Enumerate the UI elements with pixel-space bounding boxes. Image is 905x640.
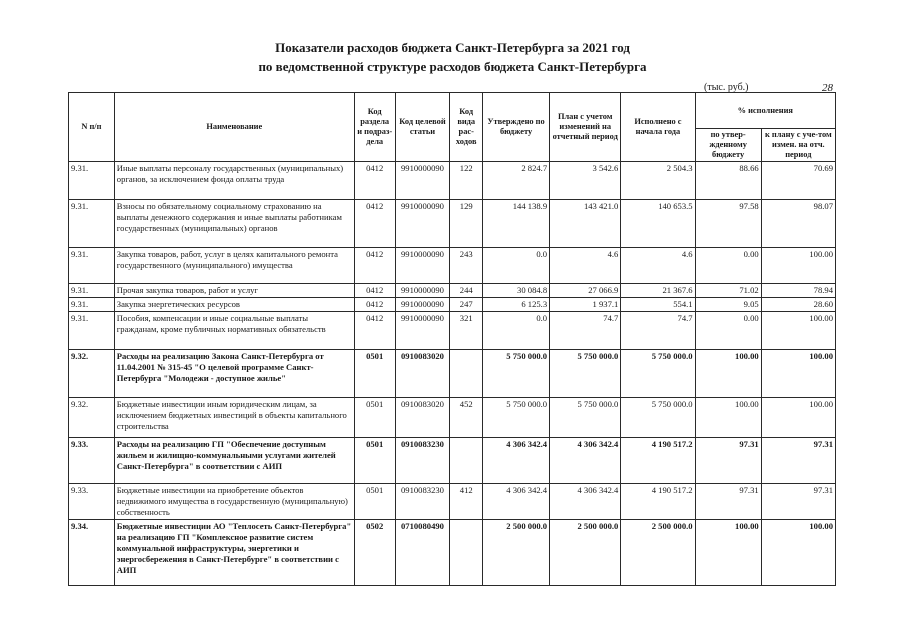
row-approved: 5 750 000.0 — [482, 350, 549, 398]
row-pct-plan: 100.00 — [761, 350, 835, 398]
row-executed: 4 190 517.2 — [621, 484, 695, 520]
row-approved: 0.0 — [482, 248, 549, 284]
row-plan: 5 750 000.0 — [550, 398, 621, 438]
document-title-line1: Показатели расходов бюджета Санкт-Петербурга за 2021 год — [275, 40, 630, 55]
row-executed: 5 750 000.0 — [621, 350, 695, 398]
table-row — [69, 248, 836, 284]
row-pct-approved: 9.05 — [695, 298, 761, 312]
row-num: 9.31. — [69, 248, 115, 284]
row-code-item: 9910000090 — [395, 248, 450, 284]
row-num: 9.31. — [69, 312, 115, 350]
header-code-item: Код целевой статьи — [395, 93, 450, 162]
header-approved: Утверждено по бюджету — [482, 93, 549, 162]
row-code-section: 0501 — [354, 438, 395, 484]
row-code-section: 0501 — [354, 398, 395, 438]
row-code-type: 412 — [450, 484, 483, 520]
row-executed: 21 367.6 — [621, 284, 695, 298]
table-row — [69, 438, 836, 484]
document-title-line2: по ведомственной структуре расходов бюджета Санкт-Петербурга — [258, 59, 647, 74]
row-name: Закупка товаров, работ, услуг в целях капитального ремонта государственного (муниципального) имущества — [114, 248, 354, 284]
row-pct-plan: 100.00 — [761, 520, 835, 586]
row-plan: 2 500 000.0 — [550, 520, 621, 586]
row-num: 9.31. — [69, 284, 115, 298]
row-plan: 3 542.6 — [550, 162, 621, 200]
row-executed: 5 750 000.0 — [621, 398, 695, 438]
row-approved: 4 306 342.4 — [482, 484, 549, 520]
row-code-section: 0501 — [354, 484, 395, 520]
header-code-type: Код вида рас-ходов — [450, 93, 483, 162]
row-name: Прочая закупка товаров, работ и услуг — [114, 284, 354, 298]
row-executed: 2 500 000.0 — [621, 520, 695, 586]
row-num: 9.31. — [69, 162, 115, 200]
row-code-item: 0910083230 — [395, 438, 450, 484]
row-approved: 5 750 000.0 — [482, 398, 549, 438]
row-name: Пособия, компенсации и иные социальные выплаты гражданам, кроме публичных нормативных обязательств — [114, 312, 354, 350]
row-executed: 4 190 517.2 — [621, 438, 695, 484]
row-code-type — [450, 520, 483, 586]
row-code-type: 244 — [450, 284, 483, 298]
header-pct-approved: по утвер-жденному бюджету — [695, 129, 761, 162]
row-code-type: 247 — [450, 298, 483, 312]
row-pct-plan: 97.31 — [761, 484, 835, 520]
row-code-item: 9910000090 — [395, 162, 450, 200]
table-row — [69, 520, 836, 586]
row-name: Иные выплаты персоналу государственных (муниципальных) органов, за исключением фонда оплаты труда — [114, 162, 354, 200]
row-pct-approved: 97.31 — [695, 484, 761, 520]
table-row — [69, 200, 836, 248]
row-executed: 2 504.3 — [621, 162, 695, 200]
row-pct-approved: 97.31 — [695, 438, 761, 484]
row-code-section: 0412 — [354, 200, 395, 248]
row-executed: 74.7 — [621, 312, 695, 350]
row-code-item: 9910000090 — [395, 284, 450, 298]
table-row — [69, 162, 836, 200]
table-body — [69, 162, 836, 586]
row-code-section: 0412 — [354, 162, 395, 200]
row-code-section: 0412 — [354, 298, 395, 312]
row-pct-plan: 100.00 — [761, 248, 835, 284]
row-code-type: 452 — [450, 398, 483, 438]
row-code-item: 9910000090 — [395, 200, 450, 248]
row-approved: 30 084.8 — [482, 284, 549, 298]
table-row — [69, 484, 836, 520]
row-name: Расходы на реализацию ГП "Обеспечение доступным жильем и жилищно-коммунальными услугами жителей Санкт-Петербурга" в соответствии с АИП — [114, 438, 354, 484]
row-plan: 27 066.9 — [550, 284, 621, 298]
row-pct-plan: 70.69 — [761, 162, 835, 200]
row-code-type — [450, 350, 483, 398]
row-name: Бюджетные инвестиции АО "Теплосеть Санкт-Петербурга" на реализацию ГП "Комплексное развитие систем коммунальной инфраструктуры, энергетики и энергосбережения в Санкт-Петербурге" в соответствии с АИП — [114, 520, 354, 586]
row-code-item: 9910000090 — [395, 298, 450, 312]
row-code-type: 122 — [450, 162, 483, 200]
row-num: 9.34. — [69, 520, 115, 586]
row-plan: 143 421.0 — [550, 200, 621, 248]
row-executed: 140 653.5 — [621, 200, 695, 248]
row-pct-approved: 100.00 — [695, 520, 761, 586]
row-pct-approved: 0.00 — [695, 312, 761, 350]
row-executed: 554.1 — [621, 298, 695, 312]
row-code-type — [450, 438, 483, 484]
row-code-type: 129 — [450, 200, 483, 248]
row-num: 9.31. — [69, 200, 115, 248]
row-code-item: 0710080490 — [395, 520, 450, 586]
header-pct-group: % исполнения — [695, 93, 835, 129]
row-plan: 5 750 000.0 — [550, 350, 621, 398]
row-pct-plan: 97.31 — [761, 438, 835, 484]
row-num: 9.32. — [69, 350, 115, 398]
row-pct-approved: 100.00 — [695, 350, 761, 398]
header-num: N п/п — [69, 93, 115, 162]
unit-label: (тыс. руб.) — [704, 82, 749, 93]
expenses-table — [68, 92, 836, 586]
row-approved: 144 138.9 — [482, 200, 549, 248]
row-plan: 4.6 — [550, 248, 621, 284]
row-num: 9.32. — [69, 398, 115, 438]
row-pct-plan: 98.07 — [761, 200, 835, 248]
table-row — [69, 398, 836, 438]
header-pct-plan: к плану с уче-том измен. на отч. период — [761, 129, 835, 162]
row-code-section: 0501 — [354, 350, 395, 398]
row-code-type: 243 — [450, 248, 483, 284]
row-name: Расходы на реализацию Закона Санкт-Петербурга от 11.04.2001 № 315-45 "О целевой программе Санкт-Петербурга "Молодежи - доступное жилье" — [114, 350, 354, 398]
row-pct-plan: 78.94 — [761, 284, 835, 298]
row-approved: 4 306 342.4 — [482, 438, 549, 484]
row-code-section: 0502 — [354, 520, 395, 586]
row-plan: 4 306 342.4 — [550, 438, 621, 484]
row-code-type: 321 — [450, 312, 483, 350]
table-row — [69, 298, 836, 312]
row-plan: 74.7 — [550, 312, 621, 350]
row-approved: 2 500 000.0 — [482, 520, 549, 586]
header-code-section: Код раздела и подраз-дела — [354, 93, 395, 162]
row-pct-plan: 100.00 — [761, 398, 835, 438]
row-code-section: 0412 — [354, 312, 395, 350]
row-name: Взносы по обязательному социальному страхованию на выплаты денежного содержания и иные выплаты работникам государственных (муниципальных) органов — [114, 200, 354, 248]
header-plan: План с учетом изменений на отчетный период — [550, 93, 621, 162]
row-pct-approved: 0.00 — [695, 248, 761, 284]
row-num: 9.33. — [69, 438, 115, 484]
row-pct-plan: 100.00 — [761, 312, 835, 350]
row-executed: 4.6 — [621, 248, 695, 284]
row-pct-plan: 28.60 — [761, 298, 835, 312]
header-name: Наименование — [114, 93, 354, 162]
table-row — [69, 312, 836, 350]
row-code-section: 0412 — [354, 284, 395, 298]
row-pct-approved: 71.02 — [695, 284, 761, 298]
row-code-item: 0910083020 — [395, 398, 450, 438]
row-code-item: 9910000090 — [395, 312, 450, 350]
row-code-item: 0910083230 — [395, 484, 450, 520]
row-num: 9.31. — [69, 298, 115, 312]
row-name: Бюджетные инвестиции на приобретение объектов недвижимого имущества в государственную (муниципальную) собственность — [114, 484, 354, 520]
table-row — [69, 350, 836, 398]
page-number: 28 — [822, 82, 833, 94]
row-plan: 1 937.1 — [550, 298, 621, 312]
row-code-item: 0910083020 — [395, 350, 450, 398]
header-executed: Исполнено с начала года — [621, 93, 695, 162]
row-approved: 0.0 — [482, 312, 549, 350]
row-name: Бюджетные инвестиции иным юридическим лицам, за исключением бюджетных инвестиций в объекты капитального строительства — [114, 398, 354, 438]
row-name: Закупка энергетических ресурсов — [114, 298, 354, 312]
row-approved: 6 125.3 — [482, 298, 549, 312]
row-pct-approved: 100.00 — [695, 398, 761, 438]
row-pct-approved: 88.66 — [695, 162, 761, 200]
row-num: 9.33. — [69, 484, 115, 520]
row-approved: 2 824.7 — [482, 162, 549, 200]
row-code-section: 0412 — [354, 248, 395, 284]
row-pct-approved: 97.58 — [695, 200, 761, 248]
row-plan: 4 306 342.4 — [550, 484, 621, 520]
table-row — [69, 284, 836, 298]
table-header — [69, 93, 836, 162]
